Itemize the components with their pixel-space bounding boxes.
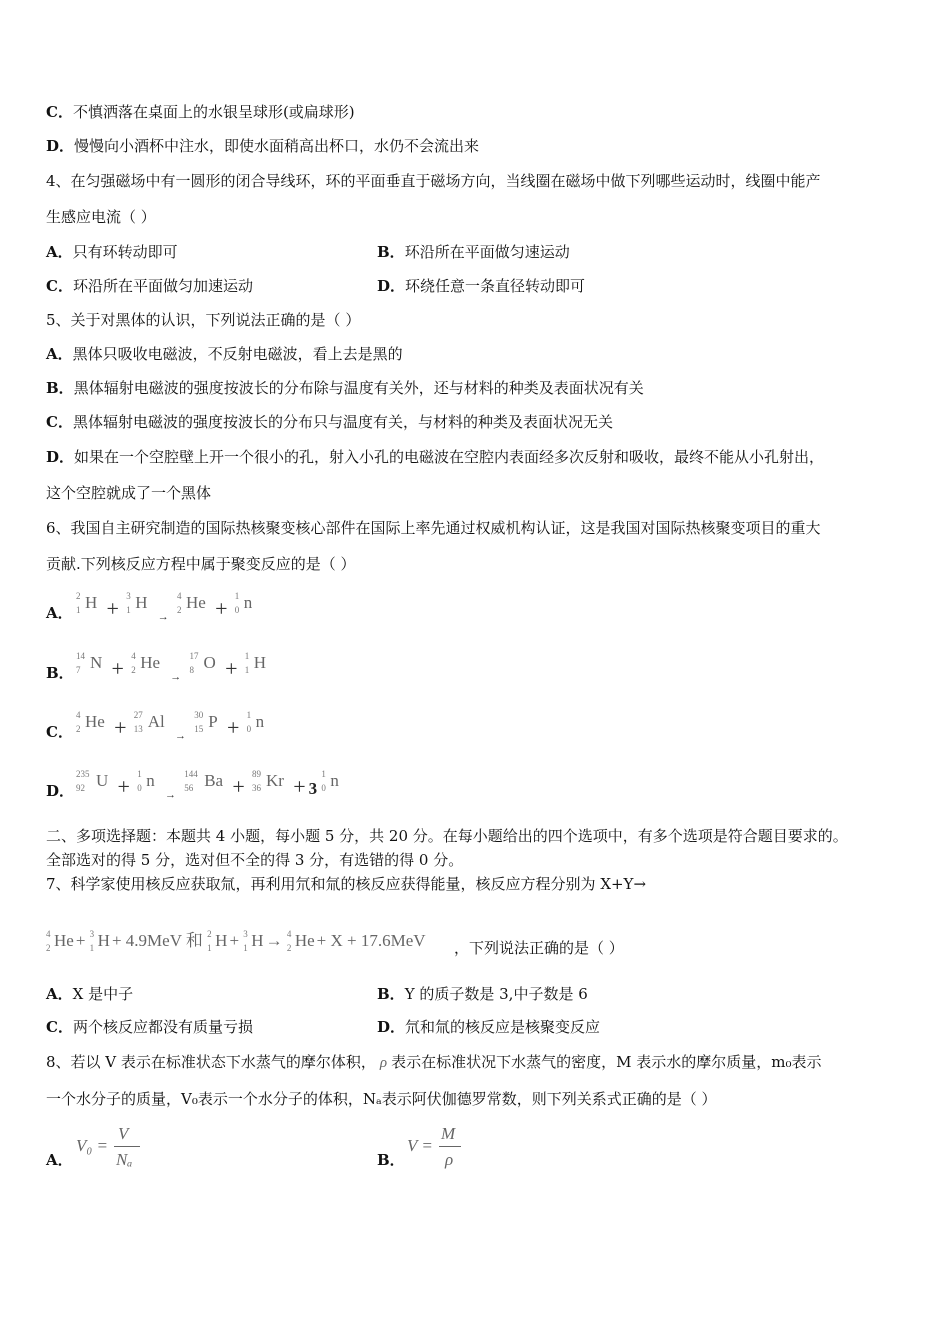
mass-number: 2 [76, 591, 81, 601]
nuclide [137, 771, 155, 791]
formula-lhs: V = [407, 1136, 433, 1155]
q7-option-a [46, 984, 133, 1004]
element-symbol: Ba [204, 771, 224, 790]
atomic-number: 36 [252, 783, 262, 793]
element-symbol: Kr [266, 771, 284, 790]
plus-sign: + [114, 715, 127, 740]
option-label: A． [46, 985, 73, 1003]
q4-option-d [377, 276, 585, 296]
option-text: 黑体辐射电磁波的强度按波长的分布除与温度有关外，还与材料的种类及表面状况有关 [73, 379, 644, 397]
equation-energy-text: + 4.9MeV 和 [111, 931, 203, 950]
plus-sign: + [215, 596, 228, 621]
q5-stem: 5、关于对黑体的认识，下列说法正确的是（ ） [46, 311, 361, 329]
fraction-denominator: ρ [445, 1150, 454, 1169]
element-symbol: n [255, 712, 265, 731]
q7-option-d [377, 1017, 600, 1037]
plus-sign: + [232, 774, 245, 799]
q8-option-b [377, 1124, 677, 1172]
mass-number: 89 [252, 769, 262, 779]
option-label: B． [46, 664, 74, 682]
atomic-number: 2 [176, 605, 182, 615]
reaction-arrow: → [170, 671, 182, 683]
option-label: B． [46, 379, 74, 397]
nuclide [243, 931, 263, 951]
atomic-number: 0 [137, 783, 142, 793]
q7-stem-suffix: ，下列说法正确的是（ ） [454, 939, 624, 957]
element-symbol: He [140, 653, 161, 672]
mass-number: 4 [176, 591, 182, 601]
option-label: C． [46, 1018, 73, 1036]
nuclide [207, 931, 227, 951]
nuclide [46, 931, 74, 951]
atomic-number: 0 [234, 605, 240, 615]
mass-number: 4 [76, 710, 81, 720]
q4-option-a [46, 242, 178, 262]
atomic-number: 1 [89, 943, 95, 953]
nuclear-equation [46, 926, 426, 951]
atomic-number: 13 [133, 724, 143, 734]
q5-option-a [46, 344, 403, 364]
element-symbol: H [135, 593, 148, 612]
fraction-numerator: V [118, 1124, 129, 1143]
option-label: B． [377, 985, 405, 1003]
atomic-number: 2 [286, 943, 292, 953]
q4-option-c [46, 276, 253, 296]
nuclide [76, 653, 102, 673]
nuclear-equation [76, 707, 266, 742]
fraction-bar [114, 1146, 140, 1147]
nuclide [194, 712, 217, 732]
mass-number: 27 [133, 710, 143, 720]
atomic-number: 15 [194, 724, 204, 734]
q5-option-d-cont: 这个空腔就成了一个黑体 [46, 484, 212, 502]
atomic-number: 1 [126, 605, 131, 615]
atomic-number: 2 [76, 724, 81, 734]
nuclide [90, 931, 110, 951]
mass-number: 4 [286, 929, 292, 939]
option-label: C． [46, 723, 73, 741]
nuclide [76, 771, 108, 791]
mass-number: 144 [184, 769, 198, 779]
reaction-arrow: → [175, 730, 186, 742]
mass-number: 1 [244, 651, 250, 661]
element-symbol: He [54, 931, 74, 950]
option-text: 慢慢向小酒杯中注水，即使水面稍高出杯口，水仍不会流出来 [74, 137, 480, 155]
q6-stem-line2: 贡献.下列核反应方程中属于聚变反应的是（ ） [46, 555, 356, 573]
element-symbol: H [85, 593, 98, 612]
nuclide [247, 712, 265, 732]
q5-option-b [46, 378, 644, 398]
stem-text: 8、若以 V 表示在标准状态下水蒸气的摩尔体积， [46, 1053, 376, 1071]
nuclide [235, 593, 253, 613]
mass-number: 3 [243, 929, 248, 939]
q4-stem-line1: 4、在匀强磁场中有一圆形的闭合导线环，环的平面垂直于磁场方向，当线圈在磁场中做下列哪些运动时，线圈中能产 [46, 172, 821, 190]
plus-sign: + [229, 931, 240, 950]
q8-stem-line2: 一个水分子的质量，V₀表示一个水分子的体积，Nₐ表示阿伏伽德罗常数，则下列关系式正确的是（ ） [46, 1090, 717, 1108]
mass-number: 1 [137, 769, 142, 779]
q4-stem-line2: 生感应电流（ ） [46, 208, 156, 226]
option-text: 黑体辐射电磁波的强度按波长的分布只与温度有关，与材料的种类及表面状况无关 [72, 413, 613, 431]
fraction-formula [76, 1124, 196, 1172]
option-text: 两个核反应都没有质量亏损 [72, 1018, 253, 1036]
section2-heading-line2: 全部选对的得 5 分，选对但不全的得 3 分，有选错的得 0 分。 [46, 851, 464, 869]
q5-option-d [46, 447, 824, 467]
atomic-number: 2 [131, 665, 136, 675]
mass-number: 3 [126, 591, 131, 601]
fraction-formula [407, 1124, 527, 1172]
nuclide [287, 931, 315, 951]
nuclide [131, 653, 160, 673]
option-label: A． [46, 243, 73, 261]
reaction-arrow: → [164, 789, 176, 801]
atomic-number: 1 [76, 605, 81, 615]
plus-sign: + [75, 931, 86, 950]
option-text: 只有环转动即可 [72, 243, 178, 261]
fraction-denominator: Nₐ [116, 1150, 133, 1169]
option-label: C． [46, 413, 73, 431]
atomic-number: 2 [46, 943, 51, 953]
atomic-number: 92 [76, 783, 85, 793]
rho-symbol: ρ [379, 1055, 388, 1071]
stem-text: 表示在标准状况下水蒸气的密度，M 表示水的摩尔质量，m₀表示 [391, 1053, 822, 1071]
element-symbol: n [330, 771, 339, 790]
option-label: D． [46, 137, 75, 155]
plus-sign: + [225, 656, 238, 681]
mass-number: 235 [76, 769, 90, 779]
element-symbol: H [97, 931, 110, 950]
formula-lhs: V₀ = [76, 1136, 109, 1155]
option-text: 氘和氚的核反应是核聚变反应 [405, 1018, 601, 1036]
option-text: 不慎洒落在桌面上的水银呈球形(或扁球形) [72, 103, 355, 121]
option-text: X 是中子 [72, 985, 134, 1003]
atomic-number: 1 [207, 943, 212, 953]
option-label: A． [46, 1151, 73, 1169]
option-text: 环沿所在平面做匀速运动 [404, 243, 570, 261]
element-symbol: He [185, 593, 206, 612]
option-label: D． [377, 277, 406, 295]
atomic-number: 56 [184, 783, 194, 793]
element-symbol: H [253, 653, 267, 672]
mass-number: 3 [89, 929, 95, 939]
nuclide [321, 771, 339, 791]
atomic-number: 0 [246, 724, 252, 734]
element-symbol: N [90, 653, 103, 672]
element-symbol: Al [147, 712, 165, 731]
element-symbol: U [96, 771, 109, 790]
element-symbol: n [243, 593, 253, 612]
option-label: C． [46, 277, 73, 295]
q8-stem-line1 [46, 1052, 822, 1073]
mass-number: 1 [234, 591, 240, 601]
mass-number: 1 [246, 710, 252, 720]
plus-sign: + [293, 774, 306, 799]
plus-sign: + [111, 656, 124, 681]
q5-option-c [46, 412, 613, 432]
option-label: C． [46, 103, 73, 121]
element-symbol: O [203, 653, 216, 672]
q3-option-d [46, 136, 479, 156]
option-label: B． [377, 1151, 405, 1169]
mass-number: 2 [207, 929, 212, 939]
option-text: 如果在一个空腔壁上开一个很小的孔，射入小孔的电磁波在空腔内表面经多次反射和吸收，最终不能从小孔射出， [74, 448, 825, 466]
plus-sign: + [106, 596, 119, 621]
mass-number: 17 [189, 651, 199, 661]
atomic-number: 1 [244, 665, 250, 675]
option-text: 黑体只吸收电磁波，不反射电磁波，看上去是黑的 [72, 345, 403, 363]
option-label: A． [46, 345, 73, 363]
q7-stem: 7、科学家使用核反应获取氚，再利用氘和氚的核反应获得能量，核反应方程分别为 X+Y→ [46, 875, 647, 893]
option-label: A． [46, 604, 73, 622]
reaction-arrow: → [265, 931, 283, 950]
q7-option-c [46, 1017, 253, 1037]
atomic-number: 1 [243, 943, 248, 953]
q3-option-c [46, 102, 355, 122]
mass-number: 14 [76, 651, 85, 661]
option-label: D． [46, 448, 75, 466]
nuclide [76, 712, 105, 732]
mass-number: 30 [194, 710, 204, 720]
q4-option-b [377, 242, 570, 262]
equation-energy-text: + X + 17.6MeV [316, 931, 426, 950]
nuclear-equation [76, 648, 268, 683]
option-text: 环沿所在平面做匀加速运动 [72, 277, 253, 295]
nuclide [76, 593, 97, 613]
atomic-number: 7 [76, 665, 81, 675]
fraction-numerator: M [441, 1124, 456, 1143]
section2-heading-line1: 二、多项选择题：本题共 4 小题，每小题 5 分，共 20 分。在每小题给出的四个选项中，有多个选项是符合题目要求的。 [46, 827, 848, 845]
nuclear-equation [76, 766, 341, 801]
nuclide [126, 593, 147, 613]
reaction-arrow: → [157, 611, 169, 623]
element-symbol: H [215, 931, 228, 950]
option-label: D． [46, 782, 75, 800]
element-symbol: P [208, 712, 218, 731]
atomic-number: 8 [189, 665, 195, 675]
fraction-bar [439, 1146, 461, 1147]
nuclide [252, 771, 284, 791]
nuclide [177, 593, 206, 613]
q6-stem-line1: 6、我国自主研究制造的国际热核聚变核心部件在国际上率先通过权威机构认证，这是我国对国际热核聚变项目的重大 [46, 519, 821, 537]
option-label: D． [377, 1018, 406, 1036]
element-symbol: He [294, 931, 315, 950]
nuclide [245, 653, 266, 673]
element-symbol: He [85, 712, 105, 731]
nuclear-equation [76, 588, 254, 623]
plus-sign: + [117, 774, 130, 799]
mass-number: 4 [131, 651, 136, 661]
q8-option-a [46, 1124, 346, 1172]
nuclide [134, 712, 165, 732]
option-text: Y 的质子数是 3,中子数是 6 [404, 985, 588, 1003]
option-text: 环绕任意一条直径转动即可 [405, 277, 586, 295]
q7-option-b [377, 984, 588, 1004]
mass-number: 1 [321, 769, 326, 779]
nuclide [184, 771, 223, 791]
atomic-number: 0 [321, 783, 326, 793]
element-symbol: n [146, 771, 155, 790]
coefficient: 3 [308, 779, 318, 798]
element-symbol: H [251, 931, 264, 950]
nuclide [190, 653, 216, 673]
plus-sign: + [226, 715, 240, 740]
option-label: B． [377, 243, 405, 261]
mass-number: 4 [46, 929, 51, 939]
